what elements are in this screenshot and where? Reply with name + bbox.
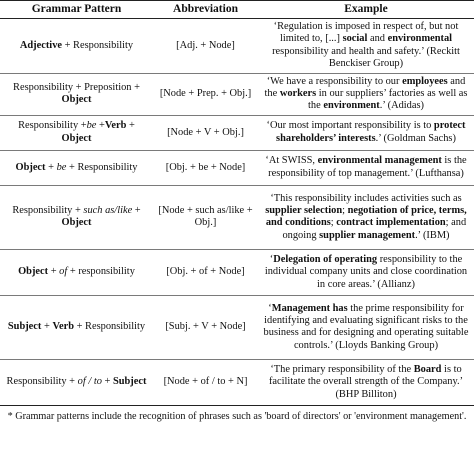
italic-text: of xyxy=(59,266,68,278)
text-run: Responsibility + xyxy=(18,120,87,132)
table-row xyxy=(0,185,474,249)
text-run: + xyxy=(96,120,105,132)
text-run: and the xyxy=(264,75,466,100)
bold-text: Subject xyxy=(112,376,147,388)
cell-abbreviation: [Obj. + be + Node] xyxy=(153,150,258,185)
text-run: ‘ xyxy=(269,253,274,265)
text-run: and xyxy=(367,33,388,45)
text-run: + xyxy=(45,161,57,173)
text-run: ; xyxy=(330,217,337,229)
text-run: + Responsibility xyxy=(66,161,138,173)
text-run: ‘We have a responsibility to our xyxy=(266,75,403,87)
text-run: Responsibility + Preposition + xyxy=(13,81,140,93)
cell-abbreviation: [Subj. + V + Node] xyxy=(153,295,258,359)
bold-text: supplier selection xyxy=(265,204,343,216)
text-run: ‘Regulation is imposed in respect of, but not limited to, [...] xyxy=(273,21,459,45)
text-run: + xyxy=(48,266,60,278)
text-run: + responsibility xyxy=(67,266,135,278)
table-row xyxy=(0,73,474,115)
bold-text: Verb xyxy=(104,120,127,132)
bold-text: Verb xyxy=(52,321,74,333)
cell-abbreviation: [Obj. + of + Node] xyxy=(153,249,258,295)
text-run: responsibility to the individual company units and close coordination in core areas.’ (Allianz) xyxy=(264,253,468,290)
italic-text: be xyxy=(86,120,97,132)
cell-example xyxy=(258,150,474,185)
table-footnote: * Grammar patterns include the recognition of phrases such as 'board of directors' or 'environment management'. xyxy=(7,410,467,422)
text-run: ‘ xyxy=(268,302,272,314)
italic-text: such as/like xyxy=(83,204,133,216)
table-header-row xyxy=(0,1,474,19)
bold-text: Object xyxy=(15,161,46,173)
cell-example xyxy=(258,185,474,249)
table-row xyxy=(0,359,474,405)
header-grammar-pattern: Grammar Pattern xyxy=(0,1,153,19)
italic-text: be xyxy=(56,161,67,173)
text-run: + xyxy=(132,204,141,216)
cell-grammar-pattern xyxy=(0,73,153,115)
table-row xyxy=(0,249,474,295)
table-row xyxy=(0,19,474,74)
bold-text: Object xyxy=(61,217,92,229)
cell-grammar-pattern xyxy=(0,150,153,185)
bold-text: Object xyxy=(61,132,92,144)
cell-grammar-pattern xyxy=(0,185,153,249)
cell-example xyxy=(258,19,474,74)
text-run: is the responsibility of top management.’ (Lufthansa) xyxy=(268,155,467,179)
text-run: + Responsibility xyxy=(74,321,146,333)
bold-text: environmental xyxy=(387,33,453,45)
bold-text: environment xyxy=(323,100,380,112)
text-run: responsibility and health and safety.’ (Reckitt Benckiser Group) xyxy=(272,45,460,70)
text-run: Responsibility + xyxy=(12,204,84,216)
cell-example xyxy=(258,295,474,359)
cell-abbreviation: [Adj. + Node] xyxy=(153,19,258,74)
text-run: Responsibility + xyxy=(6,376,78,388)
cell-abbreviation: [Node + V + Obj.] xyxy=(153,115,258,150)
text-run: ‘Our most important responsibility is to xyxy=(266,120,434,132)
bold-text: employees xyxy=(402,75,448,87)
cell-grammar-pattern xyxy=(0,295,153,359)
bold-text: Board xyxy=(413,363,442,375)
cell-grammar-pattern xyxy=(0,19,153,74)
text-run: is to facilitate the overall strength of the Company.’ (BHP Billiton) xyxy=(268,363,464,400)
bold-text: environmental management xyxy=(317,155,442,167)
bold-text: Delegation of operating xyxy=(273,253,378,265)
bold-text: contract implementation xyxy=(336,217,446,229)
italic-text: of / to xyxy=(77,376,102,388)
cell-example xyxy=(258,359,474,405)
text-run: .’ (Adidas) xyxy=(379,100,424,112)
bold-text: social xyxy=(342,33,368,45)
text-run: ‘At SWISS, xyxy=(265,155,318,167)
cell-example xyxy=(258,115,474,150)
header-example: Example xyxy=(258,1,474,19)
text-run: + xyxy=(101,376,113,388)
cell-example xyxy=(258,249,474,295)
table-row xyxy=(0,295,474,359)
table-row xyxy=(0,115,474,150)
bold-text: protect shareholders’ interests xyxy=(276,120,466,144)
bold-text: Object xyxy=(61,94,92,106)
bold-text: Subject xyxy=(7,321,42,333)
text-run: + xyxy=(41,321,53,333)
text-run: the prime responsibility for identifying and evaluating significant risks to the business and for designing and operating suitable controls.’ (Lloyds Banking Group) xyxy=(263,302,469,351)
cell-grammar-pattern xyxy=(0,359,153,405)
text-run: ; xyxy=(342,204,348,216)
text-run: in our suppliers’ factories as well as the xyxy=(308,88,468,112)
cell-abbreviation: [Node + such as/like + Obj.] xyxy=(153,185,258,249)
bold-text: workers xyxy=(279,88,317,100)
cell-example xyxy=(258,73,474,115)
bold-text: Management has xyxy=(271,302,348,314)
text-run: ‘The primary responsibility of the xyxy=(270,363,414,375)
cell-abbreviation: [Node + Prep. + Obj.] xyxy=(153,73,258,115)
text-run: .’ (Goldman Sachs) xyxy=(375,132,456,144)
cell-abbreviation: [Node + of / to + N] xyxy=(153,359,258,405)
text-run: + xyxy=(126,120,135,132)
text-run: ; and ongoing xyxy=(282,217,467,241)
bold-text: Adjective xyxy=(19,39,62,51)
text-run: + Responsibility xyxy=(62,39,134,51)
cell-grammar-pattern xyxy=(0,249,153,295)
bold-text: negotiation of price, terms, and conditions xyxy=(265,204,467,229)
table-row xyxy=(0,150,474,185)
header-abbreviation: Abbreviation xyxy=(153,1,258,19)
table-body xyxy=(0,19,474,406)
cell-grammar-pattern xyxy=(0,115,153,150)
bold-text: Object xyxy=(18,266,49,278)
text-run: .’ (IBM) xyxy=(415,229,450,241)
text-run: ‘This responsibility includes activities such as xyxy=(270,192,462,204)
bold-text: supplier management xyxy=(319,229,416,241)
